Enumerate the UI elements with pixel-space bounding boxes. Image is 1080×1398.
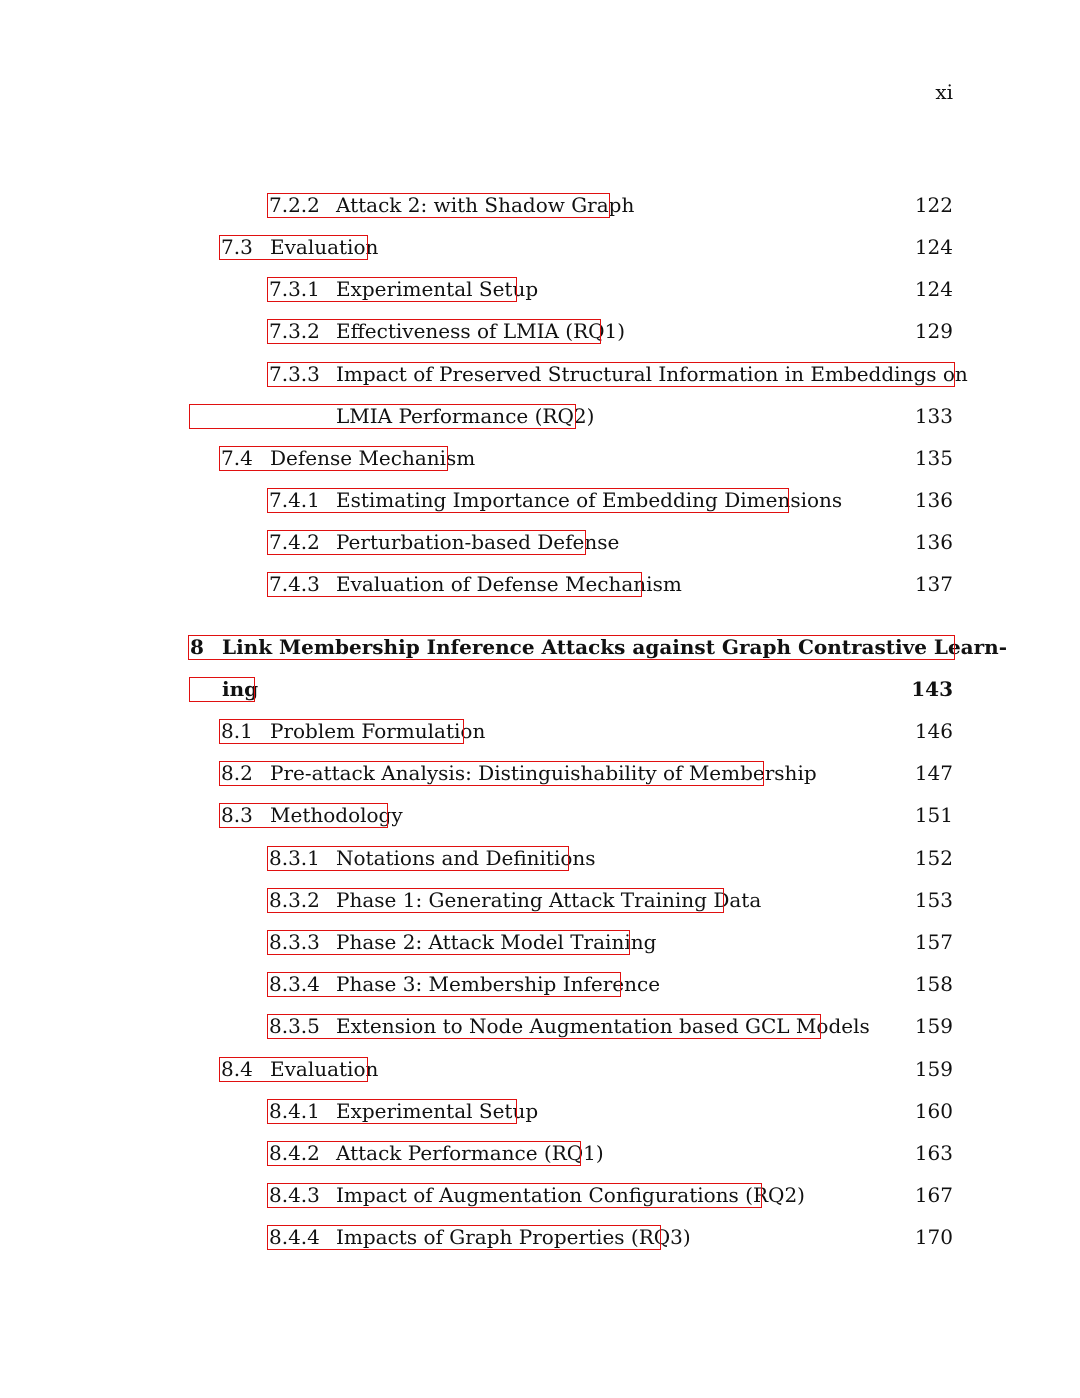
toc-entry-page: 157: [914, 930, 953, 954]
toc-entry-page: 124: [914, 235, 953, 259]
toc-entry-title: Estimating Importance of Embedding Dimensions: [336, 488, 843, 512]
toc-entry-page: 159: [914, 1014, 953, 1038]
toc-entry-page: 152: [914, 846, 953, 870]
toc-entry-number: 8: [190, 635, 204, 659]
toc-entry-page: 122: [914, 193, 953, 217]
toc-entry-number: 8.3.4: [269, 972, 320, 996]
toc-entry-title: Phase 3: Membership Inference: [336, 972, 661, 996]
toc-entry-title: Extension to Node Augmentation based GCL Models: [336, 1014, 870, 1038]
toc-entry-link[interactable]: [267, 319, 601, 344]
toc-entry-link[interactable]: [267, 193, 610, 218]
toc-entry-number: 7.4.3: [269, 572, 320, 596]
toc-entry-link[interactable]: [267, 972, 621, 997]
toc-entry-link[interactable]: [267, 362, 955, 387]
toc-entry-number: 7.3.2: [269, 319, 320, 343]
toc-entry-page: 143: [911, 677, 953, 701]
toc-entry-number: 8.3: [221, 803, 253, 827]
toc-entry-link[interactable]: [267, 1225, 661, 1250]
toc-entry-link[interactable]: [267, 1014, 821, 1039]
toc-entry-title: Experimental Setup: [336, 277, 539, 301]
toc-entry-page: 151: [914, 803, 953, 827]
toc-entry-link-continued[interactable]: [189, 677, 255, 702]
toc-entry-link[interactable]: [267, 572, 642, 597]
toc-entry-number: 8.3.1: [269, 846, 320, 870]
toc-entry-title: Effectiveness of LMIA (RQ1): [336, 319, 626, 343]
toc-entry-link[interactable]: [267, 1099, 517, 1124]
toc-entry-number: 7.3.3: [269, 362, 320, 386]
toc-entry-link[interactable]: [267, 530, 586, 555]
toc-entry-title: Evaluation of Defense Mechanism: [336, 572, 682, 596]
toc-entry-number: 8.3.5: [269, 1014, 320, 1038]
toc-entry-page: 170: [914, 1225, 953, 1249]
toc-entry-title: Phase 2: Attack Model Training: [336, 930, 657, 954]
toc-entry-link[interactable]: [267, 846, 569, 871]
toc-entry-number: 7.3.1: [269, 277, 320, 301]
toc-entry-link[interactable]: [188, 635, 955, 660]
toc-entry-link[interactable]: [267, 888, 724, 913]
toc-entry-link[interactable]: [219, 719, 464, 744]
toc-entry-title: Pre-attack Analysis: Distinguishability of Membership: [270, 761, 817, 785]
toc-entry-link[interactable]: [219, 803, 388, 828]
toc-entry-number: 7.4.1: [269, 488, 320, 512]
toc-entry-title: Impacts of Graph Properties (RQ3): [336, 1225, 691, 1249]
toc-entry-page: 136: [914, 488, 953, 512]
toc-entry-title: Impact of Augmentation Configurations (RQ2): [336, 1183, 805, 1207]
toc-entry-number: 8.3.2: [269, 888, 320, 912]
toc-entry-link[interactable]: [219, 761, 764, 786]
toc-entry-page: 124: [914, 277, 953, 301]
toc-entry-link-continued[interactable]: [189, 404, 576, 429]
toc-entry-number: 7.4.2: [269, 530, 320, 554]
toc-entry-title: Attack Performance (RQ1): [336, 1141, 604, 1165]
toc-entry-title-continued: ing: [222, 677, 259, 701]
toc-entry-number: 8.4.2: [269, 1141, 320, 1165]
toc-entry-title: Evaluation: [270, 235, 379, 259]
toc-entry-number: 8.4.4: [269, 1225, 320, 1249]
toc-entry-link[interactable]: [219, 1057, 368, 1082]
toc-entry-title: Notations and Definitions: [336, 846, 596, 870]
toc-entry-number: 8.4: [221, 1057, 253, 1081]
toc-entry-title: Problem Formulation: [270, 719, 486, 743]
toc-entry-number: 7.4: [221, 446, 253, 470]
toc-entry-page: 136: [914, 530, 953, 554]
toc-entry-link[interactable]: [219, 446, 448, 471]
toc-entry-page: 146: [914, 719, 953, 743]
toc-entry-title-continued: LMIA Performance (RQ2): [336, 404, 595, 428]
toc-entry-link[interactable]: [267, 277, 517, 302]
toc-entry-number: 7.2.2: [269, 193, 320, 217]
toc-entry-page: 135: [914, 446, 953, 470]
toc-entry-page: 133: [914, 404, 953, 428]
toc-entry-page: 160: [914, 1099, 953, 1123]
toc-entry-number: 8.1: [221, 719, 253, 743]
page-number: xi: [935, 80, 953, 104]
toc-entry-page: 147: [914, 761, 953, 785]
toc-entry-number: 7.3: [221, 235, 253, 259]
toc-entry-link[interactable]: [267, 1183, 762, 1208]
toc-entry-link[interactable]: [267, 488, 789, 513]
toc-entry-link[interactable]: [219, 235, 368, 260]
toc-entry-title: Defense Mechanism: [270, 446, 476, 470]
toc-entry-page: 153: [914, 888, 953, 912]
toc-entry-number: 8.2: [221, 761, 253, 785]
toc-entry-number: 8.3.3: [269, 930, 320, 954]
toc-entry-title: Experimental Setup: [336, 1099, 539, 1123]
toc-entry-title: Link Membership Inference Attacks against Graph Contrastive Learn-: [222, 635, 1008, 659]
toc-entry-title: Evaluation: [270, 1057, 379, 1081]
toc-entry-page: 159: [914, 1057, 953, 1081]
toc-entry-page: 129: [914, 319, 953, 343]
toc-entry-page: 163: [914, 1141, 953, 1165]
toc-entry-link[interactable]: [267, 1141, 581, 1166]
toc-entry-title: Perturbation-based Defense: [336, 530, 620, 554]
toc-entry-title: Impact of Preserved Structural Information in Embeddings on: [336, 362, 968, 386]
toc-entry-page: 167: [914, 1183, 953, 1207]
toc-entry-title: Attack 2: with Shadow Graph: [336, 193, 635, 217]
toc-entry-link[interactable]: [267, 930, 630, 955]
toc-entry-number: 8.4.1: [269, 1099, 320, 1123]
toc-entry-title: Methodology: [270, 803, 403, 827]
toc-entry-number: 8.4.3: [269, 1183, 320, 1207]
toc-entry-title: Phase 1: Generating Attack Training Data: [336, 888, 762, 912]
toc-entry-page: 158: [914, 972, 953, 996]
toc-entry-page: 137: [914, 572, 953, 596]
